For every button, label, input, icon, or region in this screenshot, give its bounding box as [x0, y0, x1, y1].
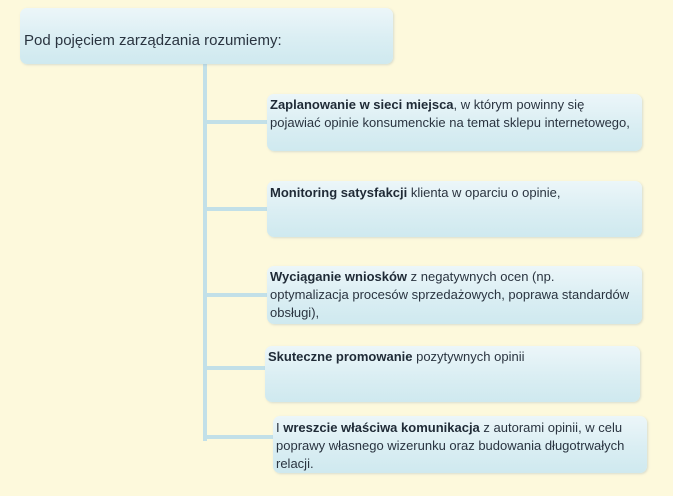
child-node-1-text: , w którym powinny się pojawiać opinie konsumenckie na temat sklepu internetowego, [270, 97, 630, 130]
connector-branch-2 [203, 207, 271, 211]
child-node-3-text: z negatywnych ocen (np. optymalizacja procesów sprzedażowych, poprawa standardów obsługi), [270, 269, 630, 320]
child-node-5-prefix: I [276, 420, 284, 435]
connector-branch-5 [203, 435, 277, 439]
child-node-5-text: z autorami opinii, w celu poprawy własnego wizerunku oraz budowania długotrwałych relacji. [276, 420, 625, 471]
connector-branch-3 [203, 293, 271, 297]
child-node-5 [273, 416, 647, 473]
child-node-3-bold: Wyciąganie wniosków [270, 269, 408, 284]
child-node-4 [265, 346, 640, 402]
root-node [20, 8, 393, 64]
child-node-4-text: pozytywnych opinii [412, 349, 525, 364]
child-node-4-bold: Skuteczne promowanie [268, 349, 413, 364]
child-node-1-bold: Zaplanowanie w sieci miejsca [270, 97, 454, 112]
connector-branch-1 [203, 120, 273, 124]
connector-branch-4 [203, 366, 265, 370]
child-node-5-bold: wreszcie właściwa komunikacja [283, 420, 480, 435]
child-node-1 [267, 94, 642, 151]
child-node-2-text: klienta w oparciu o opinie, [407, 185, 561, 200]
child-node-2 [267, 181, 642, 237]
child-node-3 [267, 266, 642, 324]
child-node-2-bold: Monitoring satysfakcji [270, 185, 408, 200]
root-node-label: Pod pojęciem zarządzania rozumiemy: [24, 32, 282, 49]
